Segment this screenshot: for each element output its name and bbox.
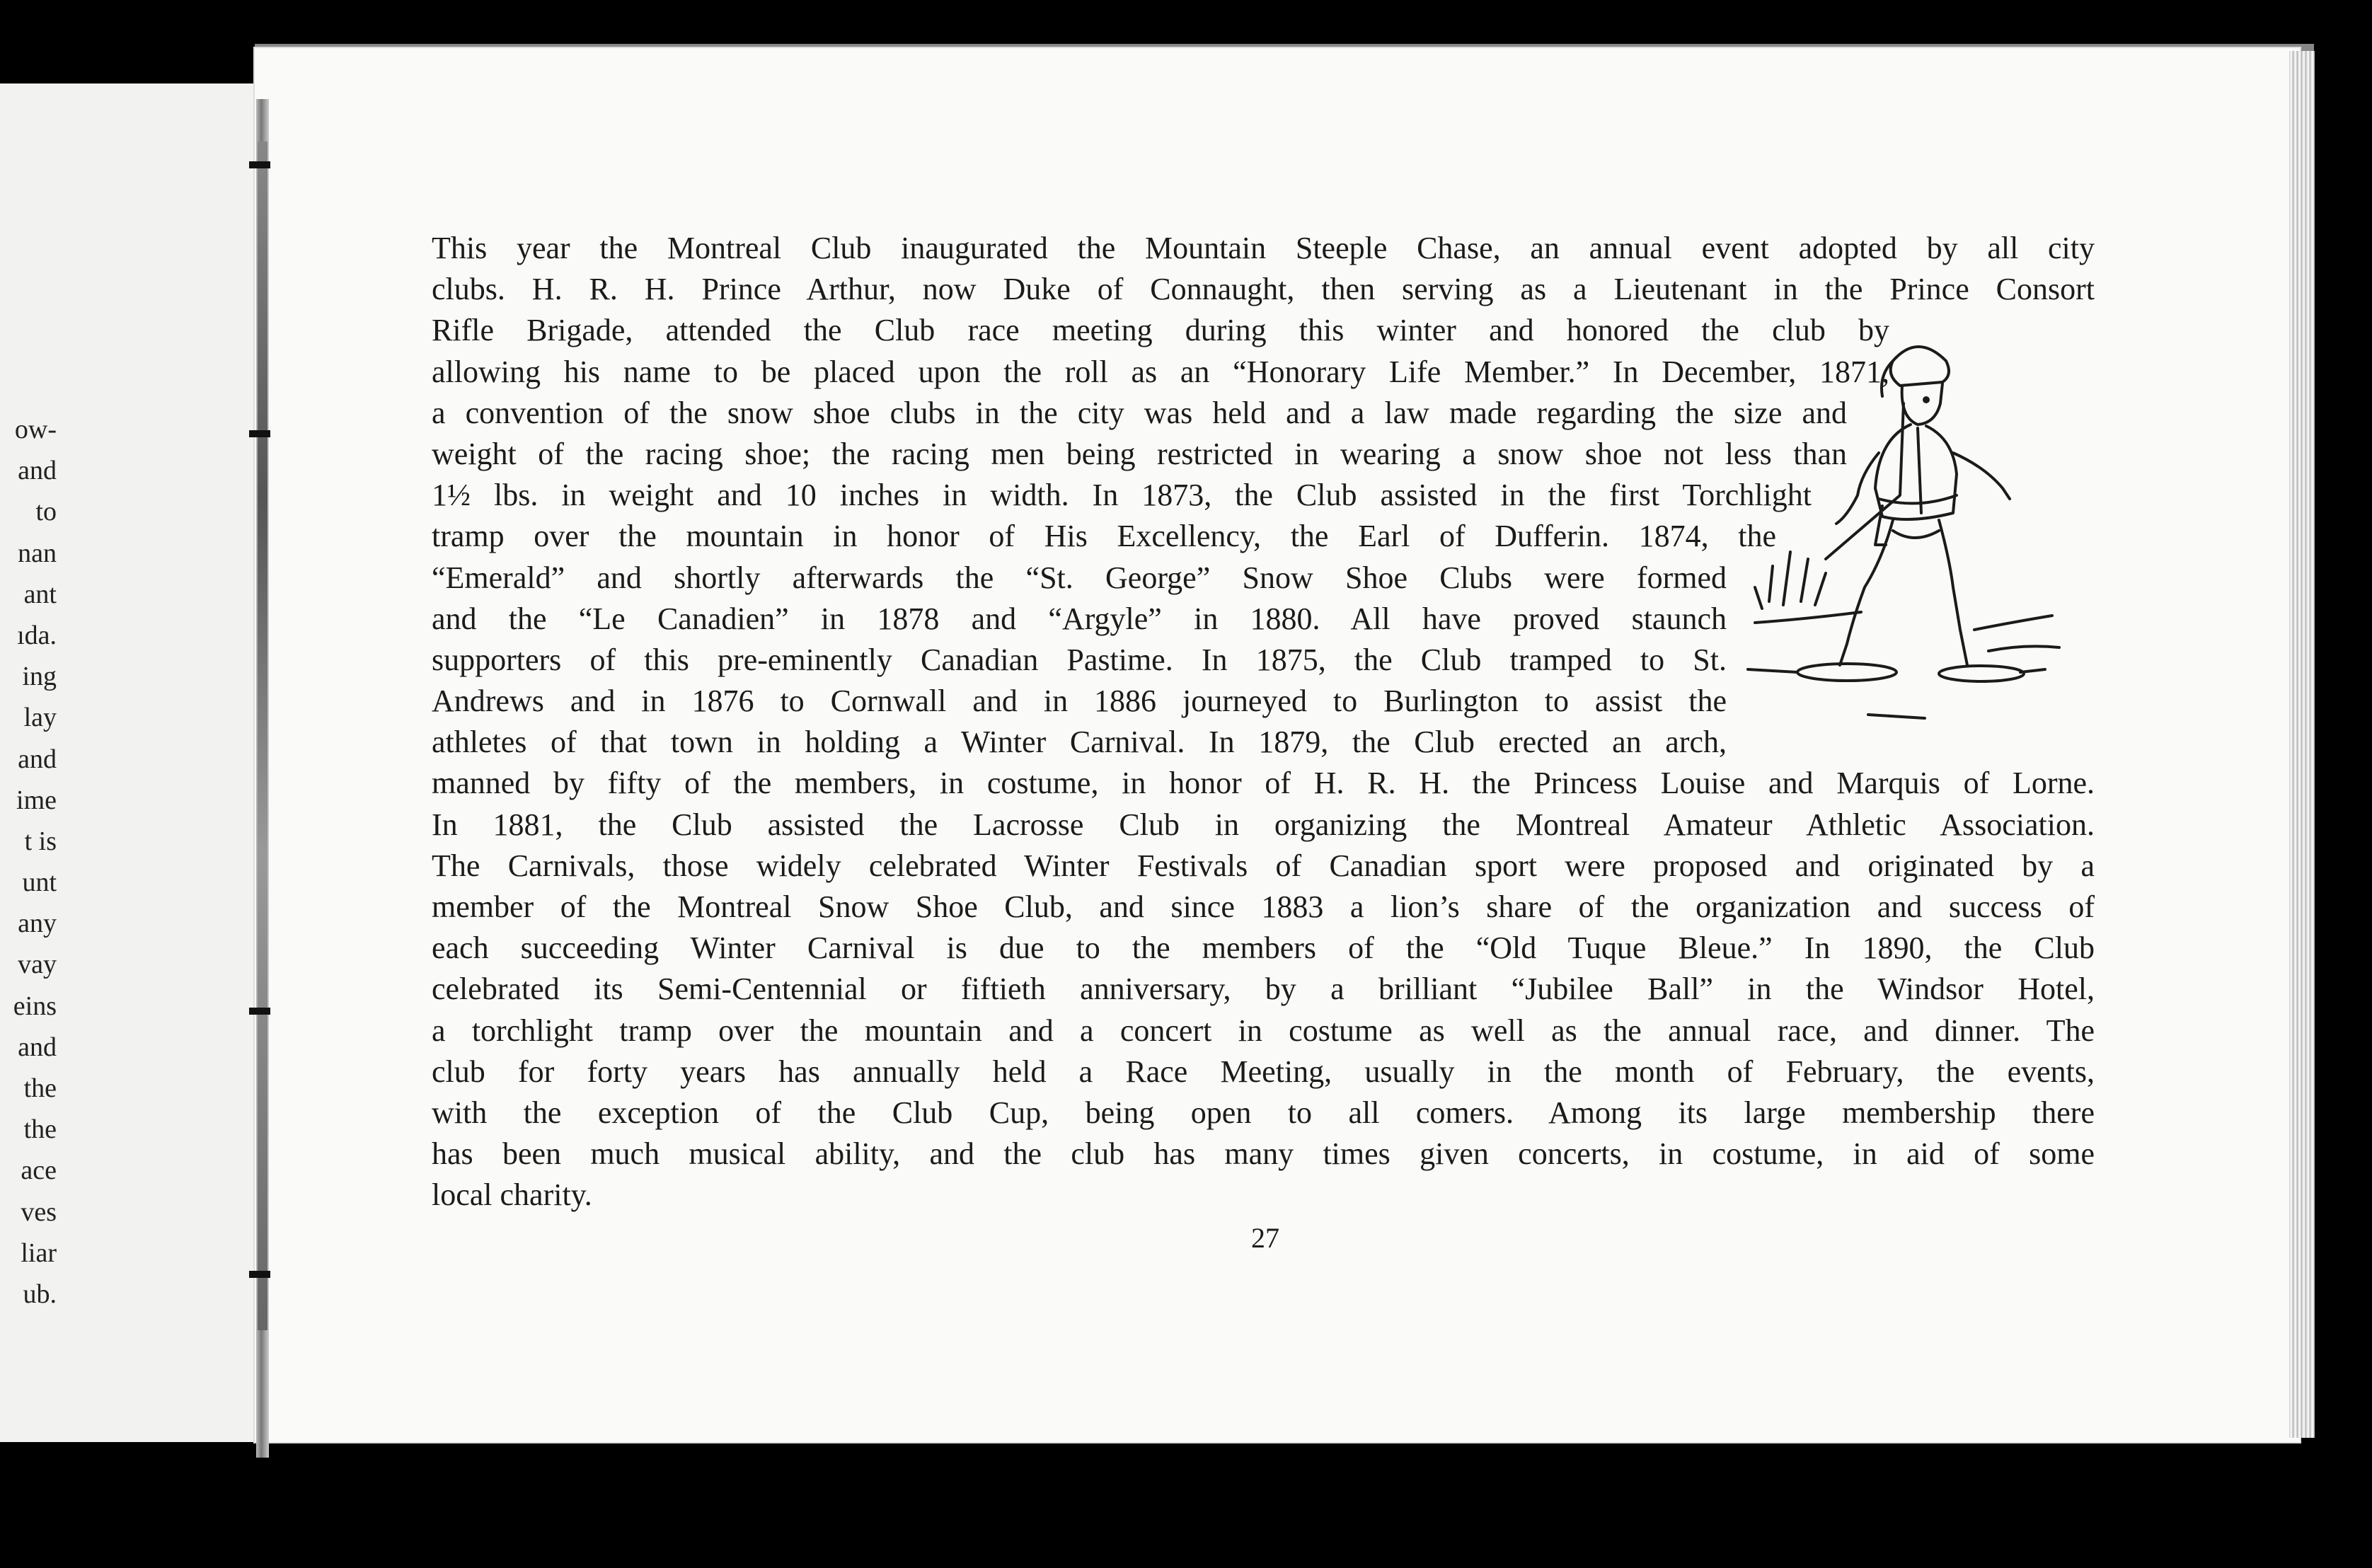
text-line: member of the Montreal Snow Shoe Club, and since 1883 a lion’s share of the organization and success of	[432, 889, 2095, 924]
binding-stitch	[249, 161, 270, 168]
text-line: and the “Le Canadien” in 1878 and “Argyle” in 1880. All have proved staunch	[432, 601, 1727, 636]
left-fragment: ime	[16, 785, 57, 815]
page-edge-stack	[2289, 51, 2315, 1438]
text-line: 1½ lbs. in weight and 10 inches in width. In 1873, the Club assisted in the first Torchlight	[432, 478, 1812, 513]
left-fragment: and	[18, 744, 57, 774]
text-line: This year the Montreal Club inaugurated the Mountain Steeple Chase, an annual event adopted by all city	[432, 231, 2095, 265]
book-binding-spine	[258, 142, 267, 1330]
text-line: celebrated its Semi-Centennial or fiftieth anniversary, by a brilliant “Jubilee Ball” in the Windsor Hotel,	[432, 972, 2095, 1007]
text-line: weight of the racing shoe; the racing men being restricted in wearing a snow shoe not less than	[432, 436, 1847, 471]
left-fragment: liar	[21, 1238, 57, 1268]
text-line: allowing his name to be placed upon the roll as an “Honorary Life Member.” In December, 1871,	[432, 354, 1889, 389]
left-fragment: and	[18, 456, 57, 486]
left-fragment: the	[23, 1114, 57, 1145]
text-line: a torchlight tramp over the mountain and a concert in costume as well as the annual race, and dinner. The	[432, 1013, 2095, 1048]
left-fragment: ing	[22, 662, 57, 692]
text-line: local charity.	[432, 1177, 592, 1213]
left-fragment: t is	[24, 826, 57, 856]
text-line: clubs. H. R. H. Prince Arthur, now Duke of Connaught, then serving as a Lieutenant in the Prince Consort	[432, 272, 2095, 307]
left-fragment: lay	[23, 703, 57, 733]
left-fragment: any	[18, 909, 57, 939]
left-page-text-fragments	[0, 409, 57, 1315]
left-fragment: unt	[22, 867, 57, 898]
left-fragment: ıda.	[17, 620, 57, 650]
text-line: athletes of that town in holding a Winter Carnival. In 1879, the Club erected an arch,	[432, 725, 1727, 760]
left-page	[0, 83, 255, 1442]
text-line: Rifle Brigade, attended the Club race meeting during this winter and honored the club by	[432, 313, 1889, 348]
text-line: club for forty years has annually held a Race Meeting, usually in the month of February, the events,	[432, 1054, 2095, 1089]
left-fragment: to	[35, 497, 57, 527]
left-fragment: ant	[23, 579, 57, 609]
text-line: “Emerald” and shortly afterwards the “St. George” Snow Shoe Clubs were formed	[432, 560, 1727, 595]
left-fragment: vay	[18, 950, 57, 980]
text-line: The Carnivals, those widely celebrated Winter Festivals of Canadian sport were proposed and originated by a	[432, 848, 2095, 883]
text-line: manned by fifty of the members, in costume, in honor of H. R. H. the Princess Louise and Marquis of Lorne.	[432, 766, 2095, 801]
snowshoer-illustration	[1741, 333, 2095, 757]
left-fragment: and	[18, 1032, 57, 1062]
text-line: tramp over the mountain in honor of His Excellency, the Earl of Dufferin. 1874, the	[432, 519, 1776, 554]
left-fragment: nan	[18, 538, 57, 568]
left-fragment: eins	[13, 991, 57, 1021]
text-line: In 1881, the Club assisted the Lacrosse Club in organizing the Montreal Amateur Athletic Association.	[432, 807, 2095, 842]
text-line: supporters of this pre-eminently Canadian Pastime. In 1875, the Club tramped to St.	[432, 642, 1727, 677]
binding-stitch	[249, 430, 270, 437]
text-line: a convention of the snow shoe clubs in the city was held and a law made regarding the size and	[432, 395, 1847, 430]
text-line: each succeeding Winter Carnival is due to the members of the “Old Tuque Bleue.” In 1890, the Club	[432, 930, 2095, 966]
binding-stitch	[249, 1271, 270, 1278]
left-fragment: the	[23, 1073, 57, 1103]
page-number: 27	[1251, 1222, 1279, 1254]
text-line: has been much musical ability, and the club has many times given concerts, in costume, in aid of some	[432, 1136, 2095, 1172]
text-line: with the exception of the Club Cup, being open to all comers. Among its large membership there	[432, 1095, 2095, 1130]
text-line: Andrews and in 1876 to Cornwall and in 1886 journeyed to Burlington to assist the	[432, 684, 1727, 719]
left-fragment: ub.	[23, 1279, 57, 1309]
left-fragment: ow-	[14, 415, 57, 444]
left-fragment: ves	[21, 1197, 57, 1227]
left-fragment: ace	[21, 1155, 57, 1186]
binding-stitch	[249, 1008, 270, 1015]
